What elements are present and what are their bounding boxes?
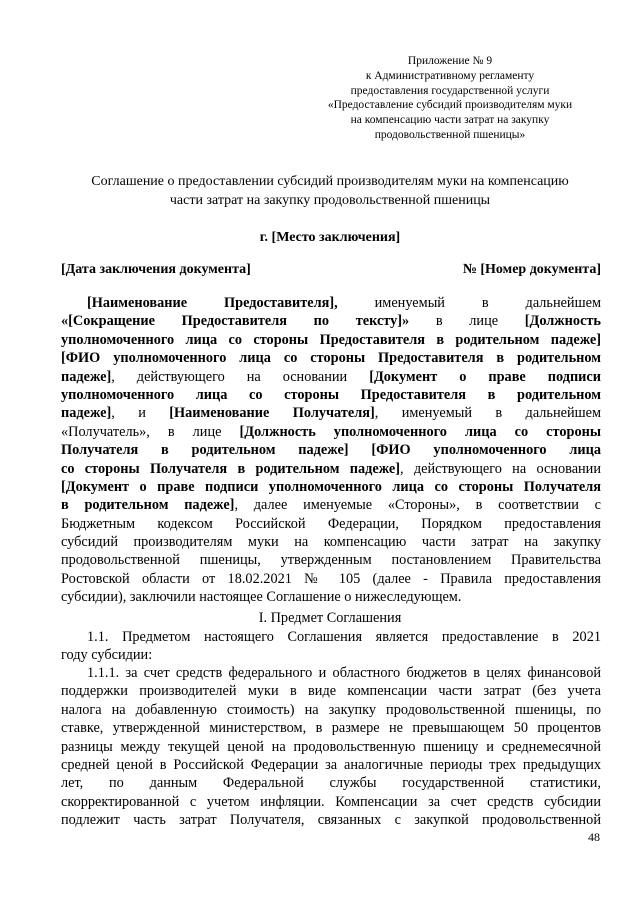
preamble-text: Бюджетным кодексом Российской Федерации, Порядком предоставления (61, 515, 601, 532)
preamble-text: [Документ о праве подписи уполномоченного лица со стороны Получателя (61, 478, 601, 495)
preamble-text: в родительном падеже] (61, 497, 235, 514)
number-label: № [Номер документа] (462, 262, 601, 277)
clause-text: году субсидии: (61, 647, 153, 664)
preamble-text: Получателя в родительном падеже] [ФИО уполномоченного лица (61, 442, 601, 459)
preamble-text: [ФИО уполномоченного лица со стороны Предоставителя в родительном (61, 350, 601, 367)
appendix-header (300, 54, 600, 143)
preamble-text: падеже] (61, 405, 112, 422)
preamble-text: , именуемый в дальнейшем (374, 405, 601, 422)
preamble-text: «Получатель», в лице (61, 423, 240, 440)
clause-text: лет, по данным Федеральной службы государственной статистики, (61, 775, 601, 792)
appendix-line: на компенсацию части затрат на закупку (350, 114, 550, 127)
preamble-text: Ростовской области от 18.02.2021 № 105 (далее - Правила предоставления (61, 570, 601, 587)
clause-text: налога на добавленную стоимость) на закупку продовольственной пшеницы, по (61, 701, 601, 718)
preamble-text: , действующего на основании (111, 368, 370, 385)
preamble-text: , и (111, 405, 170, 422)
preamble-text: субсидии), заключили настоящее Соглашение о нижеследующем. (61, 589, 462, 606)
recipient-position: [Должность уполномоченного лица со стороны (239, 423, 601, 440)
page-number: 48 (588, 830, 600, 844)
appendix-line: Приложение № 9 (407, 55, 493, 67)
appendix-line: предоставления государственной услуги (350, 84, 550, 97)
grantor-position: [Должность (524, 313, 601, 330)
clause-text: 1.1.1. за счет средств федерального и областного бюджетов в целях финансовой (87, 665, 601, 681)
clause-text: разницы между текущей ценой на продовольственную пшеницу и среднемесячной (61, 738, 601, 755)
place-of-conclusion: г. [Место заключения] (259, 230, 401, 245)
document-title (60, 172, 600, 210)
clause-text: средней ценой в Российской Федерации за аналогичные периоды трех предыдущих (61, 756, 601, 773)
preamble-text: , действующего на основании (400, 460, 601, 477)
clause-text: ставке, утвержденной министерством, в размере не превышающем 50 процентов (61, 720, 601, 737)
preamble-text: уполномоченного лица со стороны Предоставителя в родительном падеже] (61, 331, 601, 348)
preamble-text: продовольственной пшеницы, утвержденным постановлением Правительства (61, 552, 601, 569)
title-line-2: части затрат на закупку продовольственной пшеницы (169, 193, 491, 208)
recipient-name: [Наименование Получателя] (169, 405, 375, 422)
preamble-text: падеже] (61, 368, 112, 385)
clause-text: поддержки производителей муки в виде компенсации части затрат (без учета (61, 683, 601, 700)
clause-1-1 (61, 628, 601, 665)
preamble-text: субсидий производителям муки на компенсацию части затрат на закупку (61, 534, 601, 551)
clause-text: подлежит часть затрат Получателя, связанных с закупкой продовольственной (61, 812, 601, 829)
preamble-text: , далее именуемые «Стороны», в соответствии с (234, 497, 601, 514)
clause-1-1-1 (61, 664, 601, 830)
appendix-line: «Предоставление субсидий производителям муки (327, 99, 573, 112)
title-line-1: Соглашение о предоставлении субсидий производителям муки на компенсацию (91, 174, 569, 189)
preamble-text: уполномоченного лица со стороны Предоставителя в родительном (61, 386, 601, 403)
appendix-line: к Административному регламенту (365, 69, 535, 82)
preamble-text: именуемый в дальнейшем (337, 295, 601, 311)
grantor-short-name: «[Сокращение Предоставителя по тексту]» (61, 313, 410, 330)
date-label: [Дата заключения документа] (61, 262, 251, 277)
clause-text: 1.1. Предметом настоящего Соглашения является предоставление в 2021 (87, 629, 601, 645)
preamble-text: [Документ о праве подписи (369, 368, 601, 385)
preamble-paragraph (61, 294, 601, 607)
appendix-line: продовольственной пшеницы» (374, 128, 526, 141)
clause-text: скорректированной с учетом инфляции. Компенсации за счет средств субсидии (61, 793, 601, 810)
grantor-name: [Наименование Предоставителя], (87, 295, 338, 311)
section-title: I. Предмет Соглашения (258, 610, 402, 626)
preamble-text: в лице (409, 313, 525, 330)
preamble-text: со стороны Получателя в родительном падеже] (61, 460, 401, 477)
